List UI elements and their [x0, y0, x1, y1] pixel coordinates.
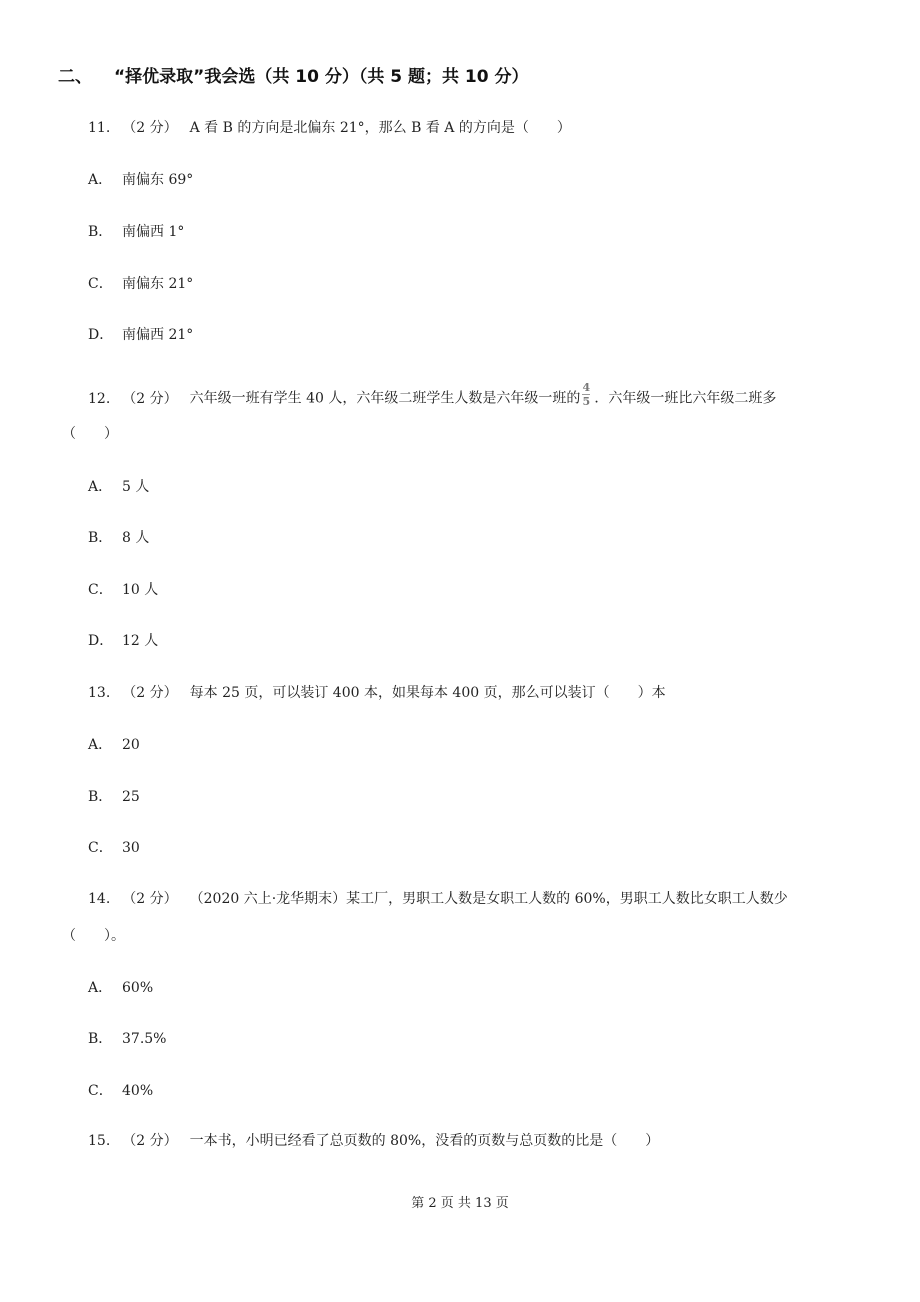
option-text: 60%	[122, 980, 154, 996]
option-13-c[interactable]	[88, 837, 140, 857]
option-letter: C．	[88, 276, 113, 292]
option-text: 20	[122, 737, 140, 753]
question-13	[88, 682, 666, 702]
option-13-b[interactable]	[88, 786, 140, 806]
question-text-before: 六年级一班有学生 40 人，六年级二班学生人数是六年级一班的	[189, 390, 581, 407]
question-text-after: ．六年级一班比六年级二班多	[594, 390, 777, 407]
question-score: （2 分）	[122, 685, 178, 701]
question-number: 13.	[88, 685, 111, 701]
option-letter: A．	[88, 479, 113, 495]
question-14	[88, 888, 788, 908]
option-letter: C．	[88, 840, 113, 856]
question-score: （2 分）	[122, 891, 178, 907]
option-text: 南偏西 1°	[122, 224, 185, 240]
option-letter: A．	[88, 737, 113, 753]
fraction	[582, 382, 590, 407]
question-12-continuation: （ ）	[62, 426, 118, 442]
option-letter: A．	[88, 172, 113, 188]
option-letter: C．	[88, 1083, 113, 1099]
section-title	[58, 62, 529, 87]
question-text: 一本书，小明已经看了总页数的 80%，没看的页数与总页数的比是（ ）	[189, 1133, 660, 1149]
question-number: 15.	[88, 1133, 111, 1149]
question-score: （2 分）	[122, 390, 178, 407]
option-letter: B．	[88, 530, 113, 546]
option-13-a[interactable]	[88, 734, 140, 754]
option-11-d[interactable]	[88, 324, 193, 344]
section-heading: “择优录取”我会选（共 10 分）（共 5 题；共 10 分）	[114, 67, 529, 87]
option-12-a[interactable]	[88, 476, 149, 496]
question-14-continuation: （ ）。	[62, 928, 125, 944]
option-letter: D．	[88, 633, 114, 649]
option-11-c[interactable]	[88, 273, 193, 293]
page-footer: 第 2 页 共 13 页	[411, 1196, 509, 1211]
question-score: （2 分）	[122, 120, 178, 136]
option-text: 8 人	[122, 530, 150, 546]
option-text: 南偏西 21°	[122, 327, 194, 343]
option-14-c[interactable]	[88, 1080, 153, 1100]
option-letter: D．	[88, 327, 114, 343]
option-letter: B．	[88, 789, 113, 805]
question-score: （2 分）	[122, 1133, 178, 1149]
option-14-b[interactable]	[88, 1028, 166, 1048]
section-number: 二、	[58, 67, 92, 87]
option-text: 40%	[122, 1083, 154, 1099]
question-text: （2020 六上·龙华期末）某工厂，男职工人数是女职工人数的 60%，男职工人数比女职工人数少	[189, 891, 788, 907]
question-text: 每本 25 页，可以装订 400 本，如果每本 400 页，那么可以装订（ ）本	[189, 685, 666, 701]
option-text: 5 人	[122, 479, 150, 495]
option-11-b[interactable]	[88, 221, 184, 241]
option-text: 10 人	[122, 582, 159, 598]
question-15	[88, 1130, 659, 1150]
question-number: 11.	[88, 120, 111, 136]
option-text: 30	[122, 840, 140, 856]
option-12-c[interactable]	[88, 579, 158, 599]
option-letter: C．	[88, 582, 113, 598]
option-11-a[interactable]	[88, 169, 193, 189]
option-letter: B．	[88, 224, 113, 240]
option-text: 南偏东 69°	[122, 172, 194, 188]
question-12	[88, 381, 777, 411]
option-letter: A．	[88, 980, 113, 996]
question-number: 12.	[88, 390, 111, 407]
option-12-b[interactable]	[88, 527, 149, 547]
question-11	[88, 117, 571, 137]
question-number: 14.	[88, 891, 111, 907]
option-letter: B．	[88, 1031, 113, 1047]
option-14-a[interactable]	[88, 977, 153, 997]
question-text: A 看 B 的方向是北偏东 21°，那么 B 看 A 的方向是（ ）	[189, 120, 571, 136]
option-text: 12 人	[122, 633, 159, 649]
option-text: 37.5%	[122, 1031, 167, 1047]
fraction-denominator: 5	[582, 395, 591, 408]
option-12-d[interactable]	[88, 630, 158, 650]
fraction-numerator: 4	[582, 381, 591, 394]
option-text: 25	[122, 789, 140, 805]
option-text: 南偏东 21°	[122, 276, 194, 292]
